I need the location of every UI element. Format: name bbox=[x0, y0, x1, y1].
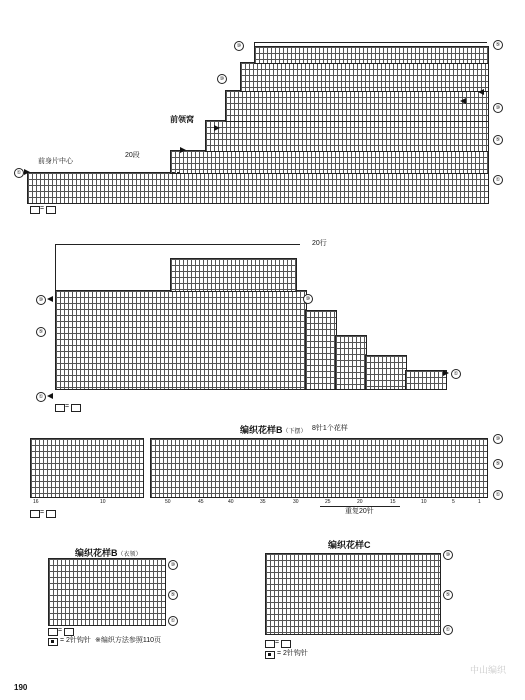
repeat-brace bbox=[320, 506, 400, 507]
row-marker-circle: ① bbox=[36, 392, 46, 402]
row-marker-circle: ⑩ bbox=[36, 295, 46, 305]
pattern-b-collar-grid bbox=[48, 558, 166, 626]
legend-blank-symbol bbox=[55, 404, 65, 412]
legend-knit-symbol bbox=[64, 628, 74, 636]
chart-2-top-bracket bbox=[55, 244, 300, 245]
legend-crochet-symbol bbox=[48, 638, 58, 646]
row-marker-circle: ① bbox=[493, 490, 503, 500]
pattern-b-collar-title: 编织花样B（衣领） bbox=[75, 548, 142, 558]
chart-2-grid-main bbox=[55, 290, 307, 390]
pattern-c-title: 编织花样C bbox=[328, 540, 371, 550]
row-marker-circle: ⑩ bbox=[493, 434, 503, 444]
twenty-rows-label: 20行 bbox=[312, 240, 327, 247]
collar-footnote: ※编织方法参照110页 bbox=[95, 637, 162, 644]
collar-legend-note: = 2针钩针 bbox=[60, 637, 91, 644]
chart-1-grid-step-2 bbox=[205, 120, 489, 152]
row-marker-circle: ⑩ bbox=[303, 294, 313, 304]
front-neckline-label: 前领窝 bbox=[170, 115, 194, 124]
row-marker-circle: ⑤ bbox=[493, 459, 503, 469]
arrow-right-icon bbox=[180, 147, 186, 153]
chart-1-grid-step-3 bbox=[225, 90, 489, 122]
stitch-repeat-label: 8针1个花样 bbox=[312, 425, 348, 432]
chart-1-top-bracket bbox=[254, 42, 487, 43]
row-marker-circle: ① bbox=[14, 168, 24, 178]
chart-2-grid-step-1 bbox=[305, 310, 337, 390]
twenty-rows-label: 20段 bbox=[125, 152, 140, 159]
legend-knit-symbol bbox=[46, 510, 56, 518]
legend-knit-symbol bbox=[46, 206, 56, 214]
pattern-b-hem-grid-left bbox=[30, 438, 144, 498]
chart-1-grid-base bbox=[27, 172, 489, 204]
arrow-left-icon bbox=[47, 393, 53, 399]
row-marker-circle: ⑩ bbox=[443, 550, 453, 560]
pattern-b-hem-grid-right bbox=[150, 438, 488, 498]
legend-crochet-symbol bbox=[265, 651, 275, 659]
legend-blank-symbol bbox=[48, 628, 58, 636]
row-marker-circle: ⑩ bbox=[217, 74, 227, 84]
row-marker-circle: ① bbox=[451, 369, 461, 379]
legend-blank-symbol bbox=[30, 510, 40, 518]
pattern-b-hem-title: 编织花样B（下摆） bbox=[240, 425, 307, 435]
row-marker-circle: ⑤ bbox=[168, 590, 178, 600]
arrow-right-icon bbox=[443, 370, 449, 376]
chart-2-grid-step-2 bbox=[335, 335, 367, 390]
row-marker-circle: ⑤ bbox=[493, 40, 503, 50]
legend-knit-symbol bbox=[71, 404, 81, 412]
pattern-c-legend-note: = 2针钩针 bbox=[277, 650, 308, 657]
front-center-label: 前身片中心 bbox=[38, 158, 73, 165]
column-tick: 10 bbox=[100, 499, 106, 505]
arrow-left-icon bbox=[47, 296, 53, 302]
row-marker-circle: ⑩ bbox=[493, 103, 503, 113]
legend-blank-symbol bbox=[265, 640, 275, 648]
chart-2-grid-step-3 bbox=[365, 355, 407, 390]
chart-1-grid-step-5 bbox=[254, 46, 489, 64]
row-marker-circle: ⑩ bbox=[168, 560, 178, 570]
row-marker-circle: ⑤ bbox=[36, 327, 46, 337]
arrow-right-icon bbox=[214, 125, 220, 131]
chart-1-grid-step-4 bbox=[240, 62, 489, 92]
chart-1-dashed-line bbox=[20, 172, 180, 173]
legend-knit-symbol bbox=[281, 640, 291, 648]
row-marker-circle: ⑤ bbox=[443, 590, 453, 600]
column-tick: 16 bbox=[33, 499, 39, 505]
row-marker-circle: ⑩ bbox=[234, 41, 244, 51]
chart-2-grid-step-4 bbox=[405, 370, 447, 390]
row-marker-circle: ① bbox=[493, 175, 503, 185]
pattern-c-grid bbox=[265, 553, 441, 635]
row-marker-circle: ⑤ bbox=[493, 135, 503, 145]
arrow-left-icon bbox=[460, 98, 466, 104]
watermark: 中山编织 bbox=[470, 665, 507, 675]
chart-2-grid-top bbox=[170, 258, 297, 292]
arrow-left-icon bbox=[478, 89, 484, 95]
page-number: 190 bbox=[14, 683, 28, 692]
row-marker-circle: ① bbox=[168, 616, 178, 626]
chart-1-grid-step-1 bbox=[170, 150, 489, 174]
legend-blank-symbol bbox=[30, 206, 40, 214]
row-marker-circle: ① bbox=[443, 625, 453, 635]
repeat-note: 重复20针 bbox=[345, 508, 374, 515]
arrow-right-icon bbox=[24, 169, 30, 175]
